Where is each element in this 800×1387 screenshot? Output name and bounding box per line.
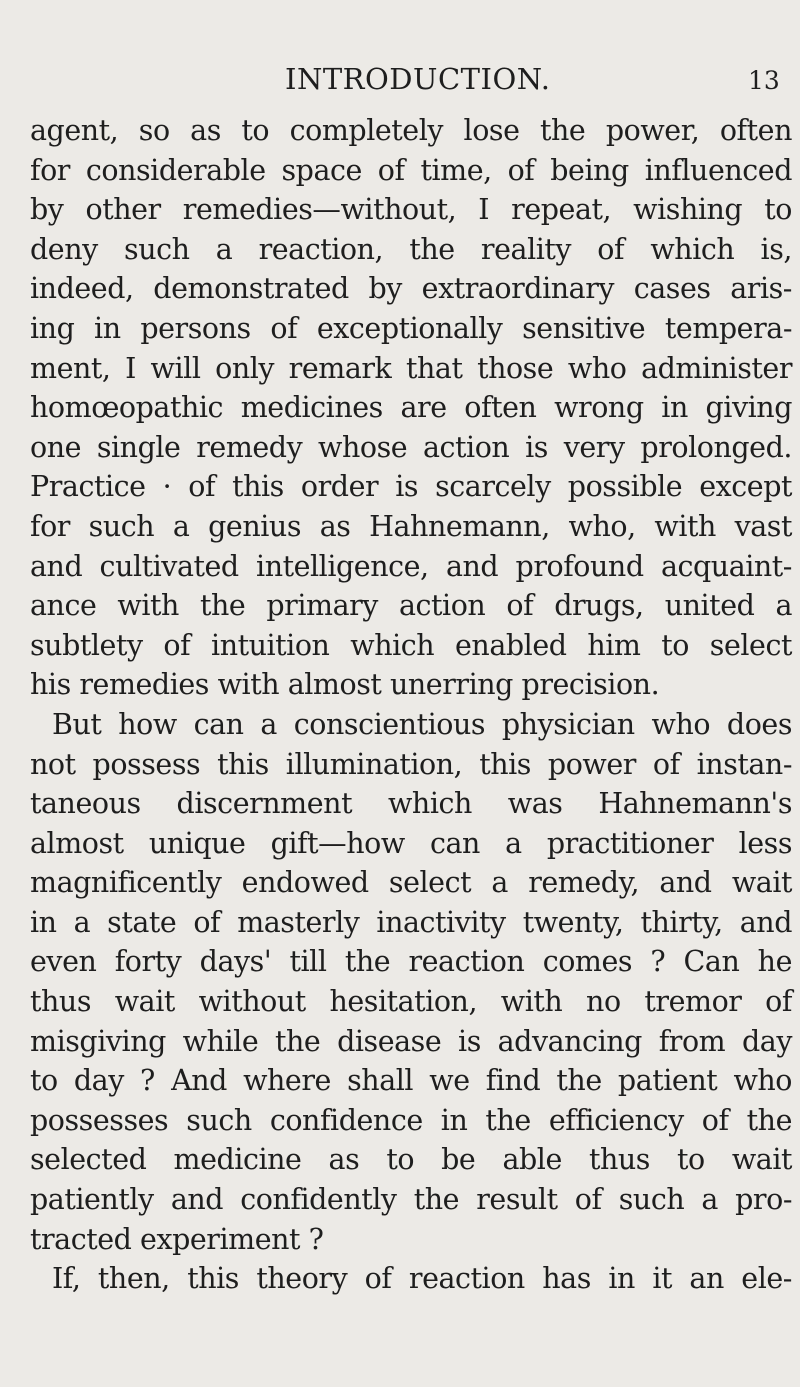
body-text: [30, 111, 792, 1299]
text-line: in a state of masterly inactivity twenty, thirty, and: [30, 905, 792, 939]
text-line: to day ? And where shall we find the patient who: [30, 1064, 792, 1098]
running-head: [0, 62, 800, 102]
text-line: indeed, demonstrated by extraordinary cases aris-: [30, 272, 792, 306]
text-line: for such a genius as Hahnemann, who, with vast: [30, 509, 792, 543]
text-line: patiently and confidently the result of such a pro-: [30, 1183, 792, 1217]
text-line: misgiving while the disease is advancing from day: [30, 1024, 792, 1058]
text-line: subtlety of intuition which enabled him to select: [30, 628, 792, 662]
text-line: almost unique gift—how can a practitioner less: [30, 826, 792, 860]
text-line: selected medicine as to be able thus to wait: [30, 1143, 792, 1177]
text-line-paragraph-end: tracted experiment ?: [30, 1222, 324, 1256]
text-line: Practice · of this order is scarcely possible except: [30, 470, 792, 504]
text-line: magnificently endowed select a remedy, and wait: [30, 866, 792, 900]
text-line: and cultivated intelligence, and profound acquaint-: [30, 549, 792, 583]
text-line: deny such a reaction, the reality of which is,: [30, 232, 792, 266]
text-line: possesses such confidence in the efficiency of the: [30, 1103, 792, 1137]
text-line: even forty days' till the reaction comes ? Can he: [30, 945, 792, 979]
text-line-paragraph-start: If, then, this theory of reaction has in it an ele-: [52, 1262, 792, 1296]
text-line: by other remedies—without, I repeat, wishing to: [30, 193, 792, 227]
page-number: 13: [748, 66, 780, 95]
text-line: ment, I will only remark that those who administer: [30, 351, 792, 385]
text-line: for considerable space of time, of being influenced: [30, 153, 792, 187]
text-line-paragraph-end: his remedies with almost unerring precision.: [30, 668, 660, 702]
text-line: taneous discernment which was Hahnemann's: [30, 787, 792, 821]
chapter-title: INTRODUCTION.: [285, 62, 551, 96]
text-line-paragraph-start: But how can a conscientious physician who does: [52, 707, 792, 741]
text-line: ing in persons of exceptionally sensitive tempera-: [30, 311, 792, 345]
text-line: homœopathic medicines are often wrong in giving: [30, 391, 792, 425]
text-line: ance with the primary action of drugs, united a: [30, 589, 792, 623]
text-line: thus wait without hesitation, with no tremor of: [30, 985, 792, 1019]
text-line: one single remedy whose action is very prolonged.: [30, 430, 792, 464]
text-line: not possess this illumination, this power of instan-: [30, 747, 792, 781]
text-line: agent, so as to completely lose the power, often: [30, 114, 792, 147]
